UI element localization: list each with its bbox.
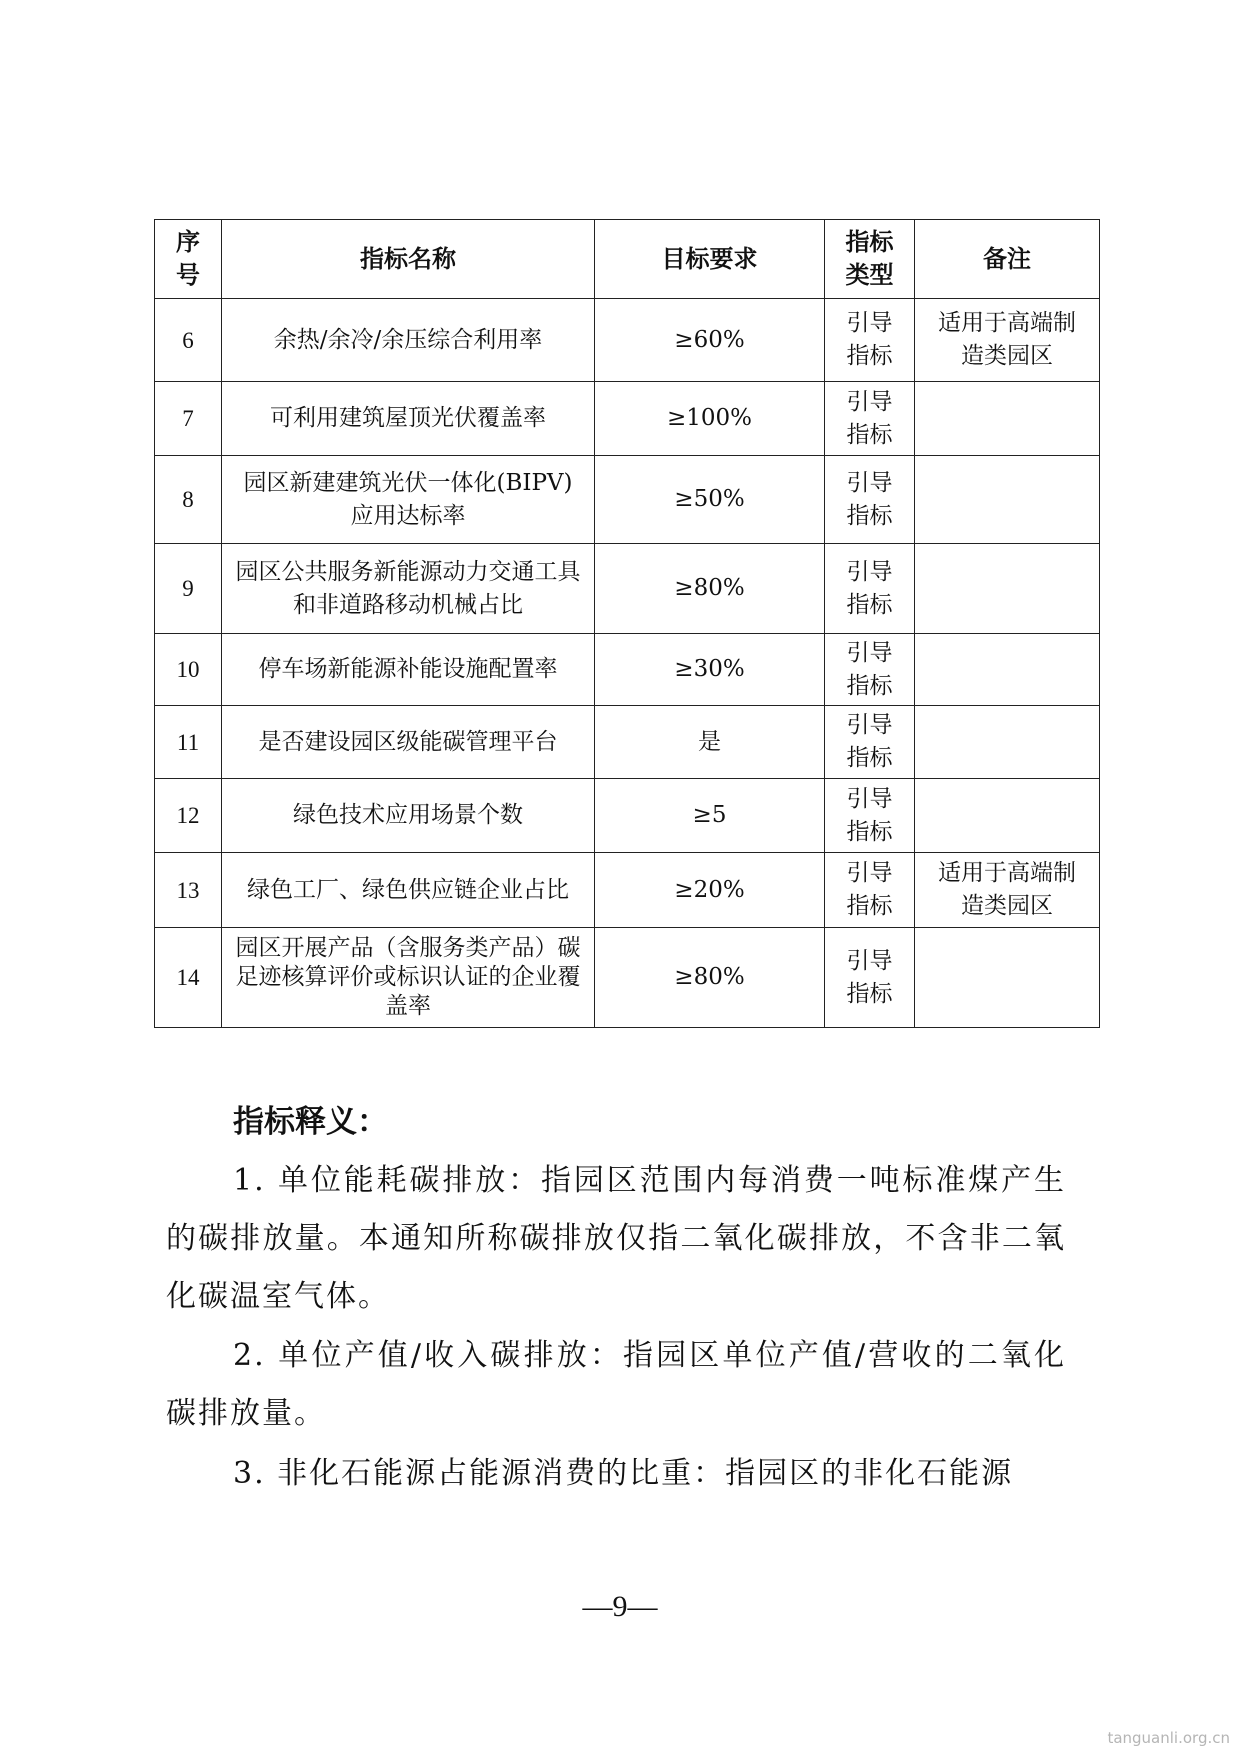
paragraph-2: 2. 单位产值/收入碳排放：指园区单位产值/营收的二氧化碳排放量。 [166,1338,1066,1431]
row-seq: 9 [155,544,222,634]
row-seq: 6 [155,299,222,382]
row-target: ≥80% [595,544,825,634]
table-row [155,779,1100,853]
row-type: 引导指标 [825,634,915,706]
row-seq: 11 [155,706,222,779]
header-seq: 序号 [155,220,222,299]
table-row [155,382,1100,456]
row-type: 引导指标 [825,928,915,1028]
row-type: 引导指标 [825,382,915,456]
header-note: 备注 [915,220,1100,299]
table-row [155,299,1100,382]
row-note [915,706,1100,779]
row-name: 园区公共服务新能源动力交通工具和非道路移动机械占比 [222,544,595,634]
paragraph-3: 3. 非化石能源占能源消费的比重：指园区的非化石能源 [233,1456,1014,1491]
row-type: 引导指标 [825,544,915,634]
row-note [915,779,1100,853]
row-type: 引导指标 [825,853,915,928]
row-name: 园区新建建筑光伏一体化(BIPV)应用达标率 [222,456,595,544]
row-seq: 8 [155,456,222,544]
row-target: ≥60% [595,299,825,382]
table-row [155,634,1100,706]
row-note [915,382,1100,456]
row-note [915,544,1100,634]
header-type: 指标类型 [825,220,915,299]
row-seq: 10 [155,634,222,706]
row-name: 停车场新能源补能设施配置率 [222,634,595,706]
row-name: 绿色技术应用场景个数 [222,779,595,853]
row-target: ≥20% [595,853,825,928]
row-note [915,928,1100,1028]
table-row [155,544,1100,634]
row-name: 是否建设园区级能碳管理平台 [222,706,595,779]
row-name: 园区开展产品（含服务类产品）碳足迹核算评价或标识认证的企业覆盖率 [222,928,595,1028]
row-target: ≥80% [595,928,825,1028]
row-target: ≥5 [595,779,825,853]
row-type: 引导指标 [825,456,915,544]
row-name: 可利用建筑屋顶光伏覆盖率 [222,382,595,456]
row-note: 适用于高端制造类园区 [915,299,1100,382]
row-target: ≥30% [595,634,825,706]
indicator-table [154,219,1100,1028]
row-seq: 12 [155,779,222,853]
row-target: ≥100% [595,382,825,456]
row-target: 是 [595,706,825,779]
row-type: 引导指标 [825,299,915,382]
row-name: 余热/余冷/余压综合利用率 [222,299,595,382]
row-type: 引导指标 [825,779,915,853]
paragraph-1: 1. 单位能耗碳排放：指园区范围内每消费一吨标准煤产生的碳排放量。本通知所称碳排放仅指二氧化碳排放，不含非二氧化碳温室气体。 [166,1163,1066,1314]
row-target: ≥50% [595,456,825,544]
row-seq: 13 [155,853,222,928]
page-number: —9— [582,1590,658,1623]
table-row [155,456,1100,544]
table-row [155,928,1100,1028]
row-note [915,634,1100,706]
header-target: 目标要求 [595,220,825,299]
header-name: 指标名称 [222,220,595,299]
table-row [155,706,1100,779]
row-note [915,456,1100,544]
row-seq: 14 [155,928,222,1028]
row-type: 引导指标 [825,706,915,779]
row-note: 适用于高端制造类园区 [915,853,1100,928]
row-seq: 7 [155,382,222,456]
section-title: 指标释义： [233,1104,388,1140]
watermark: tanguanli.org.cn [1107,1729,1230,1747]
row-name: 绿色工厂、绿色供应链企业占比 [222,853,595,928]
table-row [155,853,1100,928]
table-header-row [155,220,1100,299]
